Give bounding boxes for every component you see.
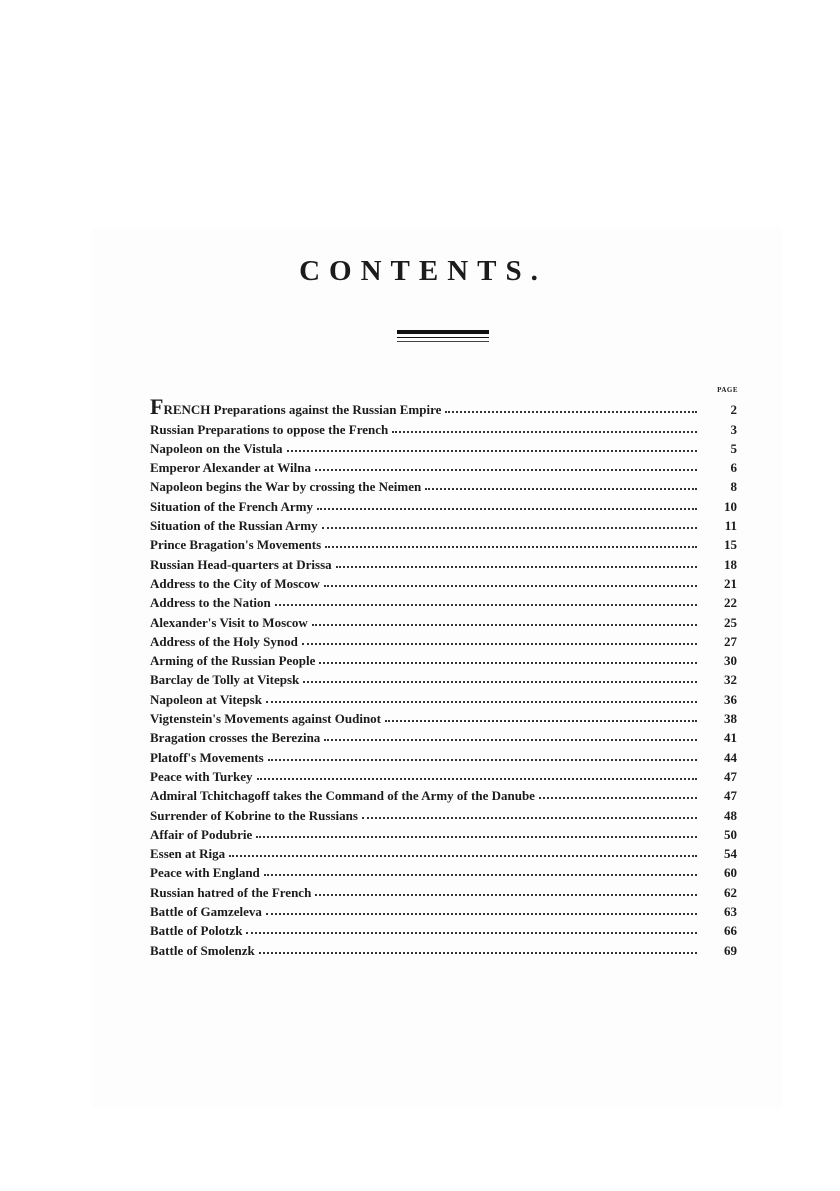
toc-entry: [150, 418, 737, 437]
dot-leader: [322, 526, 697, 529]
toc-entry-title: Napoleon at Vitepsk: [150, 691, 262, 707]
dot-leader: [324, 584, 697, 587]
dot-leader: [303, 680, 697, 683]
toc-entry-title: Napoleon begins the War by crossing the Neimen: [150, 479, 422, 495]
dot-leader: [317, 507, 697, 510]
toc-entry-title: Battle of Gamzeleva: [150, 904, 262, 920]
toc-entry-page: 10: [724, 498, 737, 514]
toc-entry: [150, 881, 737, 900]
toc-entry: [150, 438, 737, 457]
toc-entry-title: Peace with England: [150, 865, 260, 881]
toc-entry: [150, 495, 737, 514]
toc-entry: [150, 688, 737, 707]
toc-entry: [150, 766, 737, 785]
dot-leader: [392, 430, 697, 433]
toc-entry-page: 18: [724, 556, 737, 572]
dot-leader: [325, 545, 697, 548]
dot-leader: [256, 835, 697, 838]
toc-entry: [150, 553, 737, 572]
toc-entry-page: 47: [724, 788, 737, 804]
toc-entry: [150, 824, 737, 843]
toc-entry-title: Peace with Turkey: [150, 768, 253, 784]
toc-entry-page: 2: [730, 402, 737, 418]
dot-leader: [257, 777, 697, 780]
toc-entry-title: Vigtenstein's Movements against Oudinot: [150, 711, 381, 727]
dot-leader: [229, 854, 697, 857]
toc-entry: [150, 534, 737, 553]
toc-entry-page: 15: [724, 537, 737, 553]
dot-leader: [539, 796, 697, 799]
title-rule-thin-lower: [397, 341, 489, 342]
toc-entry-title: Battle of Polotzk: [150, 923, 243, 939]
toc-entry: [150, 573, 737, 592]
toc-entry-page: 48: [724, 807, 737, 823]
toc-entry-page: 5: [730, 440, 737, 456]
toc-entry-page: 27: [724, 633, 737, 649]
toc-entry-title: Admiral Tchitchagoff takes the Command of the Army of the Danube: [150, 788, 535, 804]
toc-entry-title: Address of the Holy Synod: [150, 633, 298, 649]
toc-entry-page: 25: [724, 614, 737, 630]
toc-entry-title: Alexander's Visit to Moscow: [150, 614, 308, 630]
toc-entry-title: Surrender of Kobrine to the Russians: [150, 807, 358, 823]
toc-entry-page: 41: [724, 730, 737, 746]
dot-leader: [336, 565, 697, 568]
dot-leader: [315, 468, 697, 471]
toc-entry-page: 69: [724, 942, 737, 958]
toc-entry-title: Arming of the Russian People: [150, 653, 316, 669]
dot-leader: [425, 487, 697, 490]
toc-entry-title: Russian Head-quarters at Drissa: [150, 556, 332, 572]
toc-entry-page: 22: [724, 595, 737, 611]
title-rule-thick: [397, 330, 489, 334]
dot-leader: [264, 873, 697, 876]
toc-entry-title: Napoleon on the Vistula: [150, 440, 283, 456]
toc-entry-page: 21: [724, 575, 737, 591]
dot-leader: [319, 661, 697, 664]
toc-entry: [150, 746, 737, 765]
toc-entry-title: Platoff's Movements: [150, 749, 264, 765]
toc-entry: [150, 804, 737, 823]
dot-leader: [259, 951, 697, 954]
toc-entry: [150, 785, 737, 804]
dot-leader: [268, 758, 697, 761]
toc-entry-title: Address to the Nation: [150, 595, 271, 611]
toc-entry-page: 3: [730, 421, 737, 437]
dot-leader: [312, 623, 697, 626]
toc-entry-title: Battle of Smolenzk: [150, 942, 255, 958]
toc-entry: [150, 843, 737, 862]
toc-entry: [150, 650, 737, 669]
toc-entry-title: Situation of the French Army: [150, 498, 313, 514]
toc-entry-page: 32: [724, 672, 737, 688]
toc-entry-page: 36: [724, 691, 737, 707]
toc-entry-title: Situation of the Russian Army: [150, 518, 318, 534]
toc-entry-page: 63: [724, 904, 737, 920]
toc-entry: [150, 611, 737, 630]
toc-entry-title: Bragation crosses the Berezina: [150, 730, 321, 746]
dot-leader: [362, 816, 697, 819]
dot-leader: [445, 410, 697, 413]
toc-entry-title: Essen at Riga: [150, 846, 226, 862]
toc-entry: [150, 901, 737, 920]
toc-entry-page: 11: [724, 518, 737, 534]
toc-entry-title: Affair of Podubrie: [150, 826, 253, 842]
toc-entry: [150, 920, 737, 939]
dot-leader: [266, 912, 697, 915]
toc-entry-title: FRENCH Preparations against the Russian Empire: [150, 394, 442, 420]
toc-entry-page: 30: [724, 653, 737, 669]
dot-leader: [287, 449, 697, 452]
toc-entry: [150, 727, 737, 746]
page-column-header: PAGE: [717, 386, 738, 394]
toc-entry-title: Russian Preparations to oppose the French: [150, 421, 389, 437]
page-title: CONTENTS.: [299, 255, 547, 287]
contents-list: [150, 394, 737, 959]
dot-leader: [385, 719, 697, 722]
dot-leader: [315, 893, 697, 896]
dot-leader: [324, 738, 697, 741]
toc-entry-page: 66: [724, 923, 737, 939]
toc-entry: [150, 476, 737, 495]
title-rule-thin: [397, 337, 489, 338]
toc-entry-title: Emperor Alexander at Wilna: [150, 460, 311, 476]
toc-entry-page: 8: [730, 479, 737, 495]
toc-entry-page: 44: [724, 749, 737, 765]
toc-entry: [150, 515, 737, 534]
toc-entry: [150, 457, 737, 476]
dot-leader: [275, 603, 697, 606]
dot-leader: [266, 700, 697, 703]
toc-entry-page: 38: [724, 711, 737, 727]
toc-entry: [150, 631, 737, 650]
toc-entry-page: 50: [724, 826, 737, 842]
toc-entry-page: 47: [724, 768, 737, 784]
dot-leader: [246, 931, 697, 934]
toc-entry: [150, 708, 737, 727]
toc-entry-page: 54: [724, 846, 737, 862]
toc-entry-title: Russian hatred of the French: [150, 884, 312, 900]
toc-entry-page: 6: [730, 460, 737, 476]
toc-entry-title: Prince Bragation's Movements: [150, 537, 322, 553]
toc-entry-title: Barclay de Tolly at Vitepsk: [150, 672, 300, 688]
toc-entry-title: Address to the City of Moscow: [150, 575, 320, 591]
dot-leader: [302, 642, 697, 645]
toc-entry-page: 62: [724, 884, 737, 900]
toc-entry: [150, 939, 737, 958]
toc-entry: [150, 394, 737, 420]
toc-entry: [150, 592, 737, 611]
toc-entry: [150, 862, 737, 881]
toc-entry: [150, 669, 737, 688]
toc-entry-page: 60: [724, 865, 737, 881]
